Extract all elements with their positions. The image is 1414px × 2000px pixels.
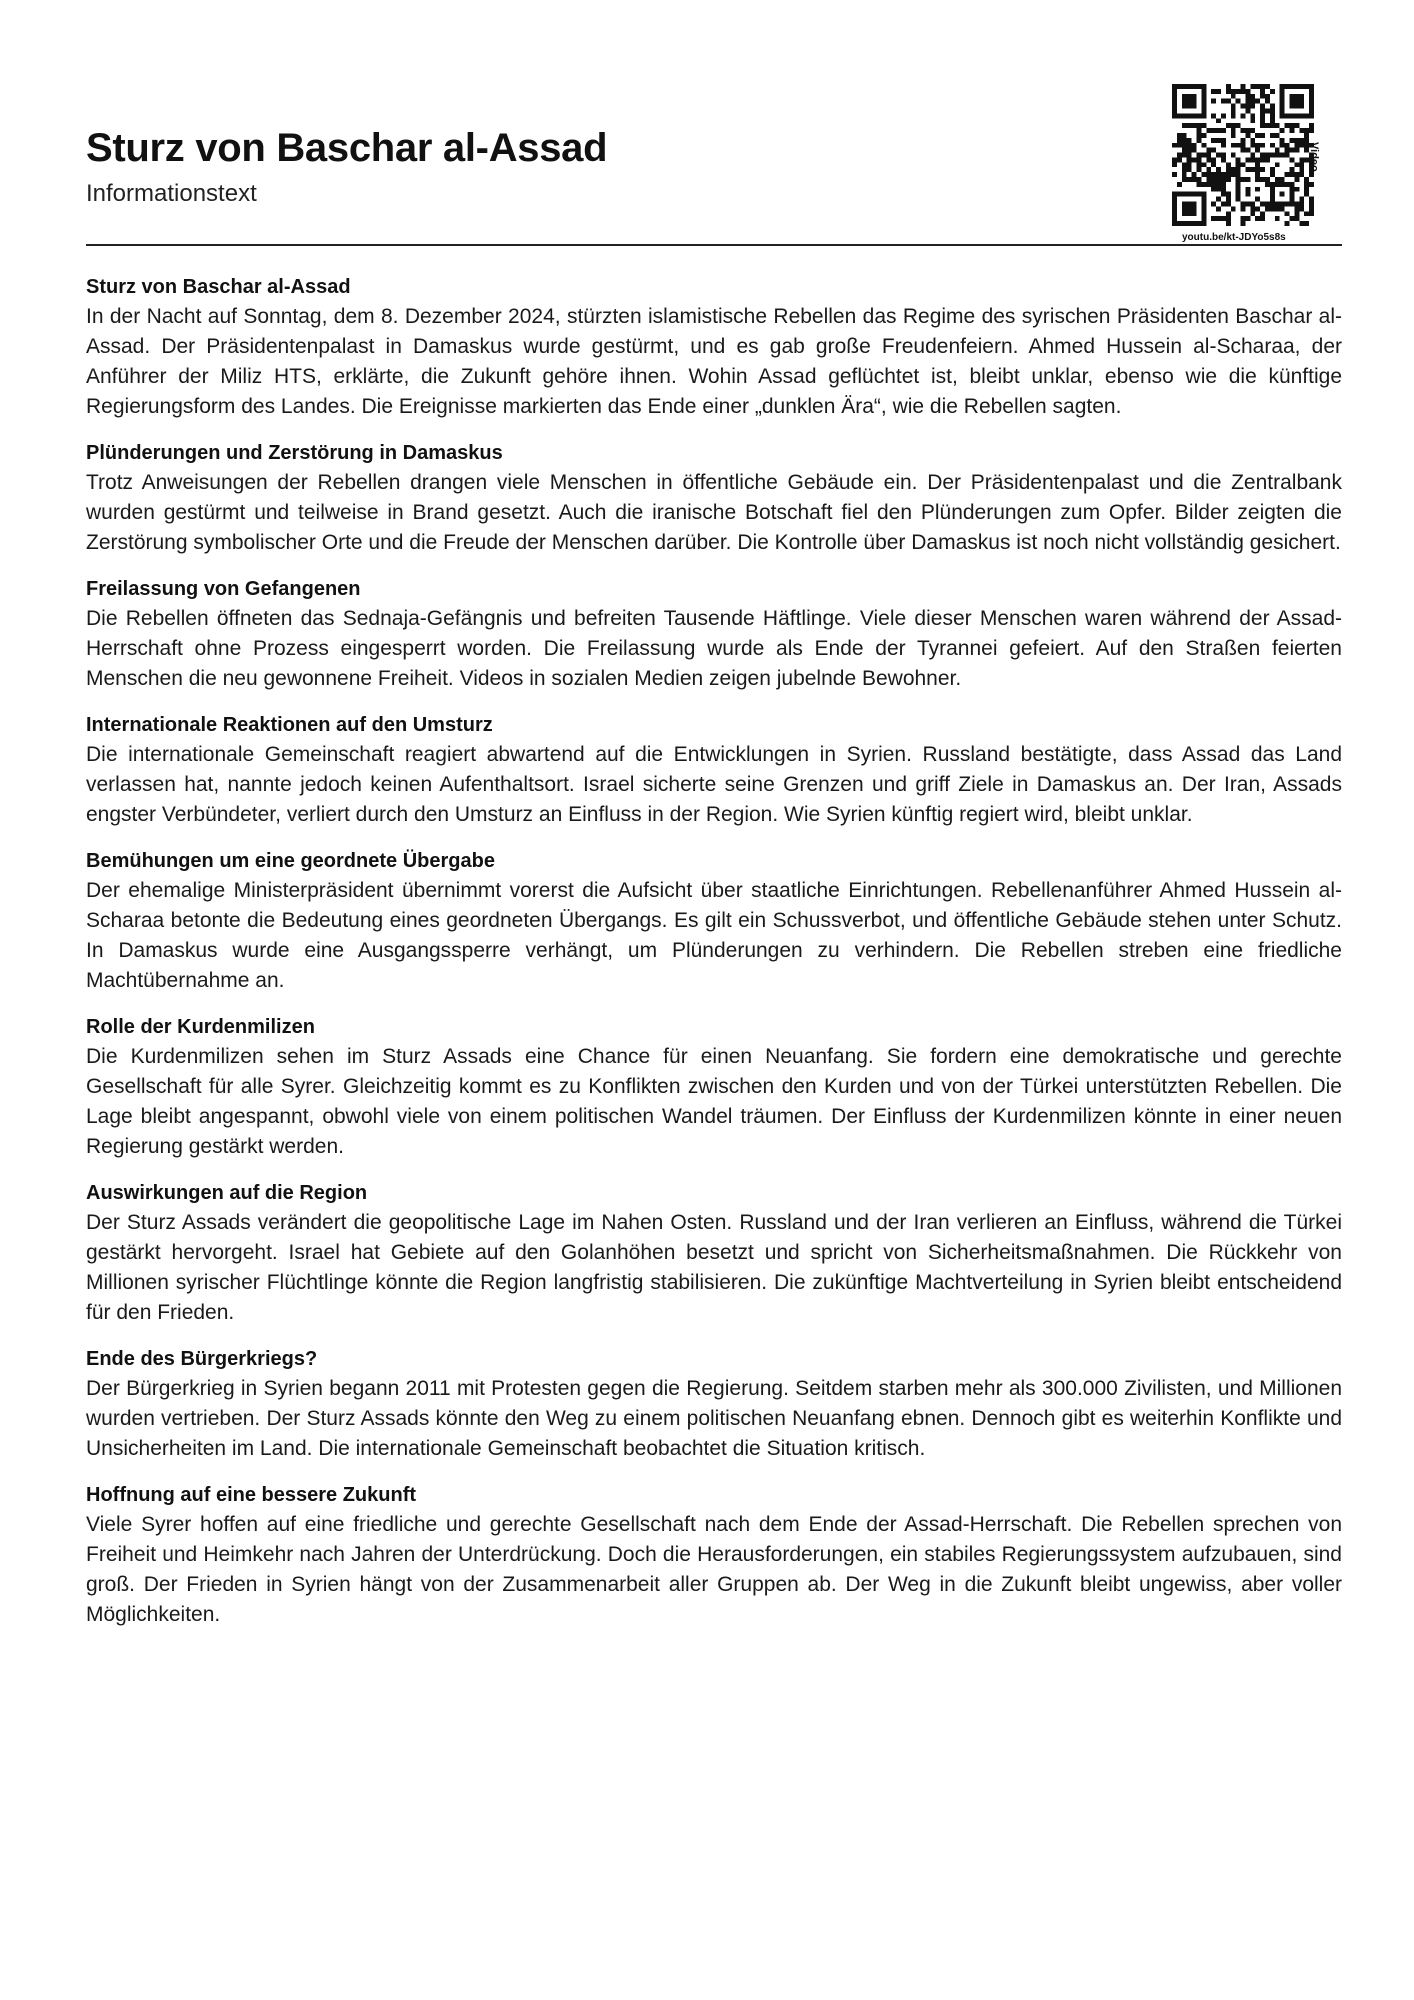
section-sturz xyxy=(86,272,1342,422)
section-heading: Bemühungen um eine geordnete Übergabe xyxy=(86,850,495,872)
header-divider xyxy=(86,244,1342,246)
document-header xyxy=(86,84,1342,244)
section-reaktionen xyxy=(86,710,1342,830)
section-paragraph: Der Bürgerkrieg in Syrien begann 2011 mit Protesten gegen die Regierung. Seitdem starben mehr als 300.000 Zivilisten, und Millionen wurden vertrieben. Der Sturz Assads könnte den Weg zu einem politischen Neuanfang ebnen. Dennoch gibt es weiterhin Konflikte und Unsicherheiten im Land. Die internationale Gemeinschaft beobachtet die Situation kritisch. xyxy=(86,1377,1342,1460)
section-buergerkrieg xyxy=(86,1344,1342,1464)
section-heading: Ende des Bürgerkriegs? xyxy=(86,1348,318,1370)
document-subtitle: Informationstext xyxy=(86,180,257,207)
document-body xyxy=(86,272,1342,1646)
section-kurdenmilizen xyxy=(86,1012,1342,1162)
section-paragraph: Der ehemalige Ministerpräsident übernimmt vorerst die Aufsicht über staatliche Einrichtungen. Rebellenanführer Ahmed Hussein al-Scharaa betonte die Bedeutung eines geordneten Übergangs. Es gilt ein Schussverbot, und öffentliche Gebäude stehen unter Schutz. In Damaskus wurde eine Ausgangssperre verhängt, um Plünderungen zu verhindern. Die Rebellen streben eine friedliche Machtübernahme an. xyxy=(86,879,1342,992)
section-paragraph: Die Kurdenmilizen sehen im Sturz Assads eine Chance für einen Neuanfang. Sie fordern eine demokratische und gerechte Gesellschaft für alle Syrer. Gleichzeitig kommt es zu Konflikten zwischen den Kurden und von der Türkei unterstützten Rebellen. Die Lage bleibt angespannt, obwohl viele von einem politischen Wandel träumen. Der Einfluss der Kurdenmilizen könnte in einer neuen Regierung gestärkt werden. xyxy=(86,1045,1342,1158)
section-freilassung xyxy=(86,574,1342,694)
section-uebergabe xyxy=(86,846,1342,996)
section-hoffnung xyxy=(86,1480,1342,1630)
qr-video-label: Video xyxy=(1308,142,1320,172)
section-heading: Rolle der Kurdenmilizen xyxy=(86,1016,315,1038)
section-paragraph: Viele Syrer hoffen auf eine friedliche und gerechte Gesellschaft nach dem Ende der Assad-Herrschaft. Die Rebellen sprechen von Freiheit und Heimkehr nach Jahren der Unterdrückung. Doch die Herausforderungen, ein stabiles Regierungssystem aufzubauen, sind groß. Der Frieden in Syrien hängt von der Zusammenarbeit aller Gruppen ab. Der Weg in die Zukunft bleibt ungewiss, aber voller Möglichkeiten. xyxy=(86,1513,1342,1626)
section-paragraph: Trotz Anweisungen der Rebellen drangen viele Menschen in öffentliche Gebäude ein. Der Präsidentenpalast und die Zentralbank wurden gestürmt und teilweise in Brand gesetzt. Auch die iranische Botschaft fiel den Plünderungen zum Opfer. Bilder zeigten die Zerstörung symbolischer Orte und die Freude der Menschen darüber. Die Kontrolle über Damaskus ist noch nicht vollständig gesichert. xyxy=(86,471,1342,554)
section-paragraph: Die internationale Gemeinschaft reagiert abwartend auf die Entwicklungen in Syrien. Russland bestätigte, dass Assad das Land verlassen hat, nannte jedoch keinen Aufenthaltsort. Israel sicherte seine Grenzen und griff Ziele in Damaskus an. Der Iran, Assads engster Verbündeter, verliert durch den Umsturz an Einfluss in der Region. Wie Syrien künftig regiert wird, bleibt unklar. xyxy=(86,743,1342,826)
section-heading: Internationale Reaktionen auf den Umsturz xyxy=(86,714,493,736)
section-region xyxy=(86,1178,1342,1328)
section-paragraph: Der Sturz Assads verändert die geopolitische Lage im Nahen Osten. Russland und der Iran verlieren an Einfluss, während die Türkei gestärkt hervorgeht. Israel hat Gebiete auf den Golanhöhen besetzt und spricht von Sicherheitsmaßnahmen. Die Rückkehr von Millionen syrischer Flüchtlinge könnte die Region langfristig stabilisieren. Die zukünftige Machtverteilung in Syrien bleibt entscheidend für den Frieden. xyxy=(86,1211,1342,1324)
section-heading: Freilassung von Gefangenen xyxy=(86,578,361,600)
section-paragraph: Die Rebellen öffneten das Sednaja-Gefängnis und befreiten Tausende Häftlinge. Viele dieser Menschen waren während der Assad-Herrschaft ohne Prozess eingesperrt worden. Die Freilassung wurde als Ende der Tyrannei gefeiert. Auf den Straßen feierten Menschen die neu gewonnene Freiheit. Videos in sozialen Medien zeigen jubelnde Bewohner. xyxy=(86,607,1342,690)
section-paragraph: In der Nacht auf Sonntag, dem 8. Dezember 2024, stürzten islamistische Rebellen das Regime des syrischen Präsidenten Baschar al-Assad. Der Präsidentenpalast in Damaskus wurde gestürmt, und es gab große Freudenfeiern. Ahmed Hussein al-Scharaa, der Anführer der Miliz HTS, erklärte, die Zukunft gehöre ihnen. Wohin Assad geflüchtet ist, bleibt unklar, ebenso wie die künftige Regierungsform des Landes. Die Ereignisse markierten das Ende einer „dunklen Ära“, wie die Rebellen sagten. xyxy=(86,305,1342,418)
section-heading: Plünderungen und Zerstörung in Damaskus xyxy=(86,442,503,464)
section-pluenderungen xyxy=(86,438,1342,558)
section-heading: Auswirkungen auf die Region xyxy=(86,1182,368,1204)
qr-url-text[interactable]: youtu.be/kt-JDYo5s8s xyxy=(1182,232,1286,243)
document-title: Sturz von Baschar al-Assad xyxy=(86,126,608,170)
video-qr-block[interactable] xyxy=(1172,84,1320,243)
qr-code-icon[interactable] xyxy=(1172,84,1314,226)
section-heading: Hoffnung auf eine bessere Zukunft xyxy=(86,1484,417,1506)
section-heading: Sturz von Baschar al-Assad xyxy=(86,276,351,298)
